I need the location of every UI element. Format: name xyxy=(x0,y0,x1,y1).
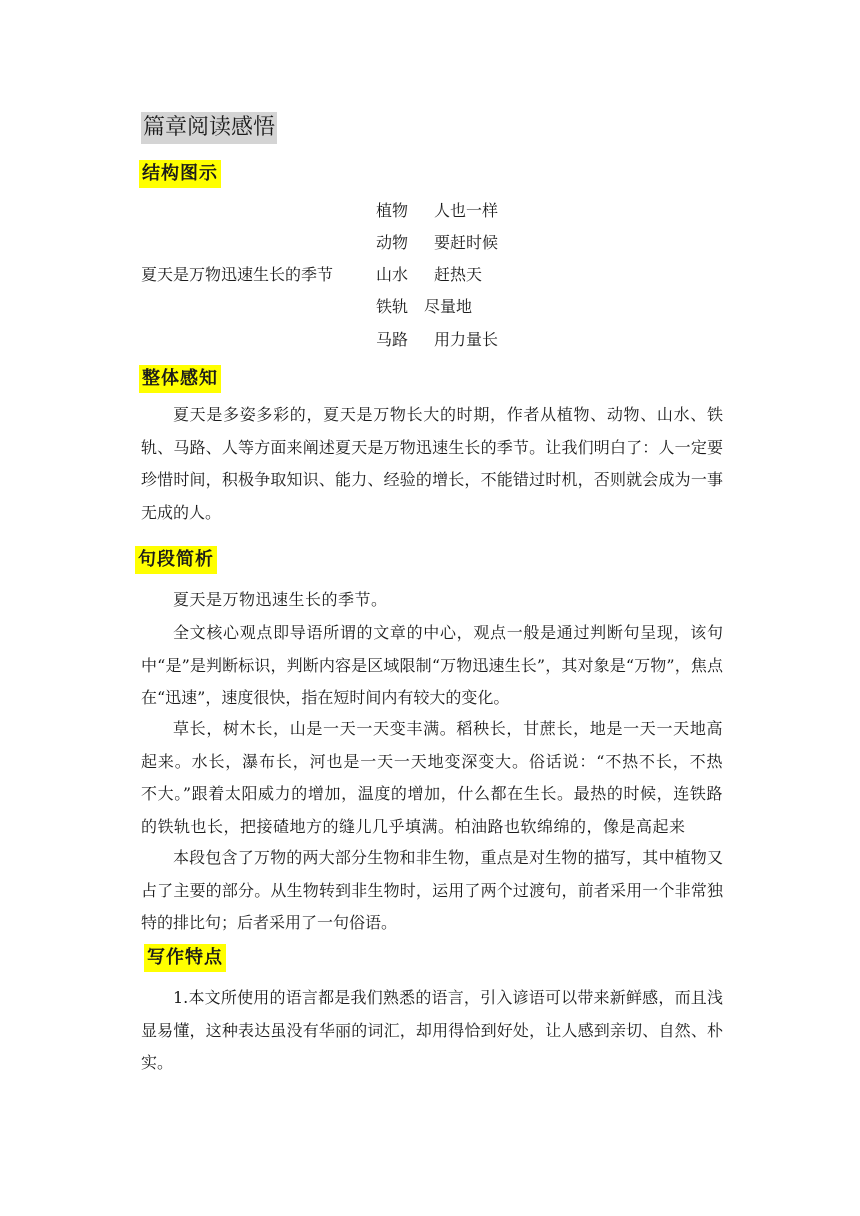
structure-row-right: 赶热天 xyxy=(434,265,483,284)
heading-analysis: 句段简析 xyxy=(135,546,217,574)
page-title: 篇章阅读感悟 xyxy=(141,112,277,144)
structure-row-right: 要赶时候 xyxy=(434,233,499,252)
structure-row-right: 人也一样 xyxy=(434,201,499,220)
structure-center: 夏天是万物迅速生长的季节 xyxy=(141,265,334,284)
structure-row xyxy=(376,259,482,291)
heading-writing: 写作特点 xyxy=(144,944,226,972)
heading-structure: 结构图示 xyxy=(139,160,221,188)
structure-row-right: 尽量地 xyxy=(424,297,473,316)
heading-overall: 整体感知 xyxy=(139,365,221,393)
structure-row-left: 马路 xyxy=(376,330,409,349)
structure-row xyxy=(376,324,498,356)
structure-row xyxy=(376,227,498,259)
structure-row-right: 用力量长 xyxy=(434,330,499,349)
analysis-comment-1: 全文核心观点即导语所谓的文章的中心，观点一般是通过判断句呈现，该句中“是”是判断标识，判断内容是区域限制“万物迅速生长”，其对象是“万物”，焦点在“迅速”，速度很快，指在短时间内有较大的变化。 xyxy=(141,623,723,707)
structure-row-left: 植物 xyxy=(376,201,409,220)
structure-row-left: 铁轨 xyxy=(376,297,409,316)
structure-row-left: 动物 xyxy=(376,233,409,252)
overall-paragraph: 夏天是多姿多彩的，夏天是万物长大的时期，作者从植物、动物、山水、铁轨、马路、人等方面来阐述夏天是万物迅速生长的季节。让我们明白了：人一定要珍惜时间，积极争取知识、能力、经验的增长，不能错过时机，否则就会成为一事无成的人。 xyxy=(141,405,723,522)
analysis-quote-1: 夏天是万物迅速生长的季节。 xyxy=(173,590,388,609)
structure-row-left: 山水 xyxy=(376,265,409,284)
analysis-comment-2: 本段包含了万物的两大部分生物和非生物，重点是对生物的描写，其中植物又占了主要的部分。从生物转到非生物时，运用了两个过渡句，前者采用一个非常独特的排比句；后者采用了一句俗语。 xyxy=(141,848,723,932)
writing-point-1: 1.本文所使用的语言都是我们熟悉的语言，引入谚语可以带来新鲜感，而且浅显易懂，这种表达虽没有华丽的词汇，却用得恰到好处，让人感到亲切、自然、朴实。 xyxy=(141,988,723,1072)
analysis-quote-2: 草长，树木长，山是一天一天变丰满。稻秧长，甘蔗长，地是一天一天地高起来。水长，瀑布长，河也是一天一天地变深变大。俗话说：“不热不长，不热不大。”跟着太阳威力的增加，温度的增加，什么都在生长。最热的时候，连铁路的铁轨也长，把接碴地方的缝儿几乎填满。柏油路也软绵绵的，像是高起来 xyxy=(141,719,723,836)
structure-row xyxy=(376,195,498,227)
structure-row xyxy=(376,291,472,323)
